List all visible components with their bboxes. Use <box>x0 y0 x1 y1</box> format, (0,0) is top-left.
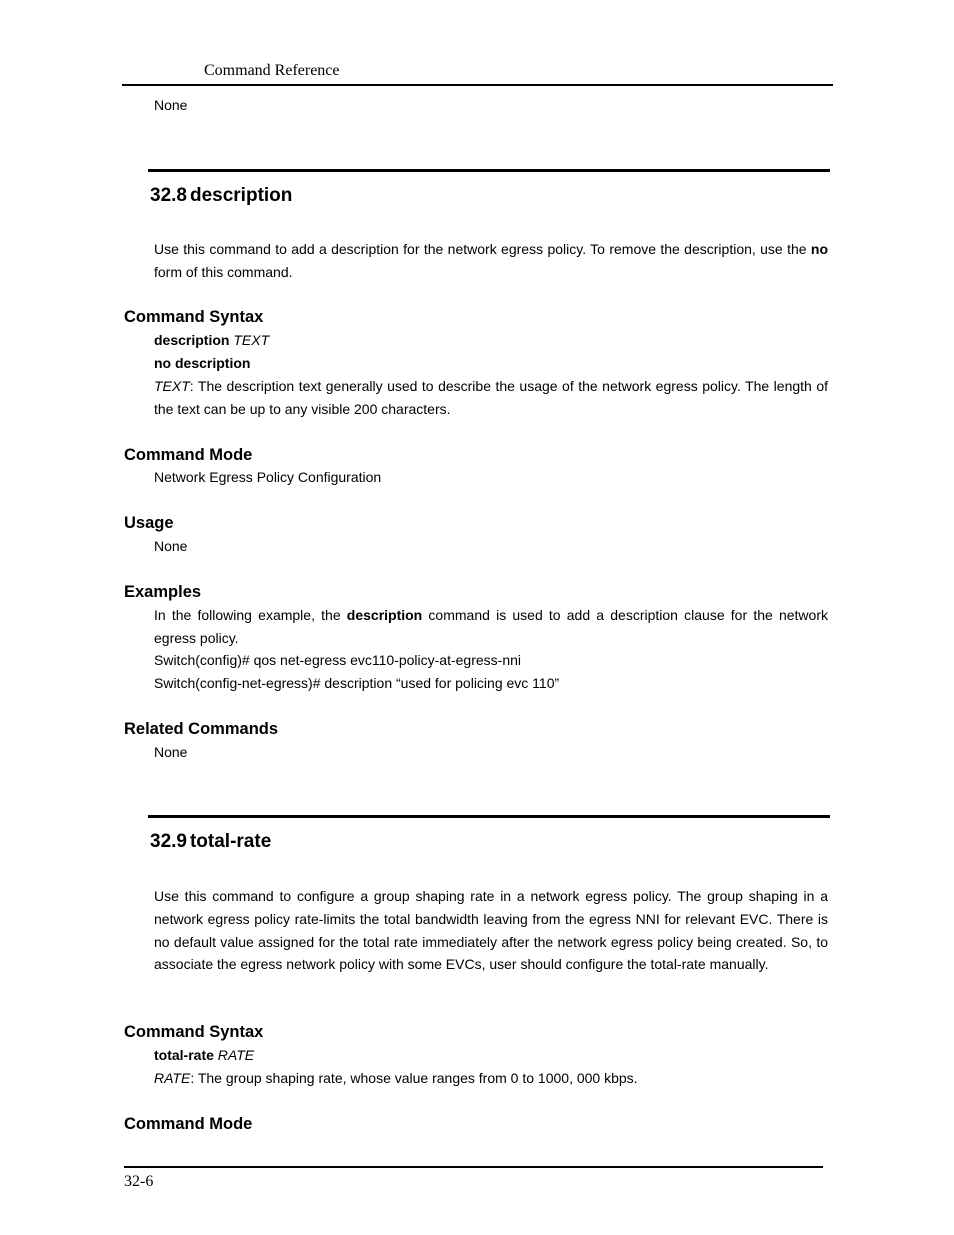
syntax-command: total-rate <box>154 1047 214 1063</box>
related-heading: Related Commands <box>124 720 279 738</box>
syntax-heading: Command Syntax <box>124 1023 264 1041</box>
intro-text-end: form of this command. <box>154 263 293 280</box>
examples-text <box>154 604 828 650</box>
section-intro <box>154 238 828 284</box>
syntax-command: description <box>154 332 230 348</box>
examples-text-end: command is used to add a description clause for the network egress policy. <box>154 607 828 646</box>
section-name: description <box>189 185 293 206</box>
footer-rule <box>124 1166 823 1168</box>
parameter-text: : The description text generally used to describe the usage of the network egress policy. The length of the text can be up to any visible 200 characters. <box>154 378 828 417</box>
header-rule <box>122 84 833 86</box>
section-number: 32.9 <box>150 831 187 852</box>
example-line: Switch(config-net-egress)# description “used for policing evc 110” <box>154 675 560 691</box>
parameter-name: RATE <box>154 1070 191 1086</box>
section-name: total-rate <box>189 831 272 852</box>
related-text: None <box>154 744 188 760</box>
parameter-description <box>154 375 828 421</box>
usage-heading: Usage <box>124 514 174 532</box>
syntax-no-command: no description <box>154 355 251 371</box>
syntax-argument: RATE <box>217 1047 255 1063</box>
parameter-description <box>154 1067 828 1090</box>
section-title <box>150 831 271 853</box>
examples-text-start: In the following example, the <box>154 607 347 623</box>
usage-text: None <box>154 538 188 554</box>
section-rule <box>148 815 830 818</box>
mode-heading: Command Mode <box>124 1115 253 1133</box>
syntax-line <box>154 329 828 352</box>
parameter-name: TEXT <box>154 378 190 394</box>
parameter-text: : The group shaping rate, whose value ranges from 0 to 1000, 000 kbps. <box>190 1070 638 1086</box>
intro-keyword: no <box>810 241 828 257</box>
continued-text: None <box>154 97 188 113</box>
section-intro: Use this command to configure a group shaping rate in a network egress policy. The group shaping in a network egress policy rate-limits the total bandwidth leaving from the egress NNI for relevant EVC. There is no default value assigned for the total rate immediately after the network egress policy being created. So, to associate the egress network policy with some EVCs, user should configure the total-rate manually. <box>154 888 828 973</box>
mode-text: Network Egress Policy Configuration <box>154 469 382 485</box>
section-title <box>150 185 292 207</box>
example-line: Switch(config)# qos net-egress evc110-policy-at-egress-nni <box>154 652 522 668</box>
syntax-line <box>154 1044 828 1067</box>
syntax-heading: Command Syntax <box>124 308 264 326</box>
section-rule <box>148 169 830 172</box>
examples-keyword: description <box>346 607 423 623</box>
section-number: 32.8 <box>150 185 187 206</box>
intro-text: Use this command to add a description for the network egress policy. To remove the description, use the <box>154 241 811 257</box>
syntax-line-no <box>154 352 828 375</box>
mode-heading: Command Mode <box>124 446 253 464</box>
running-header: Command Reference <box>204 62 340 79</box>
examples-heading: Examples <box>124 583 202 601</box>
syntax-argument: TEXT <box>233 332 270 348</box>
page-number: 32-6 <box>124 1173 154 1190</box>
